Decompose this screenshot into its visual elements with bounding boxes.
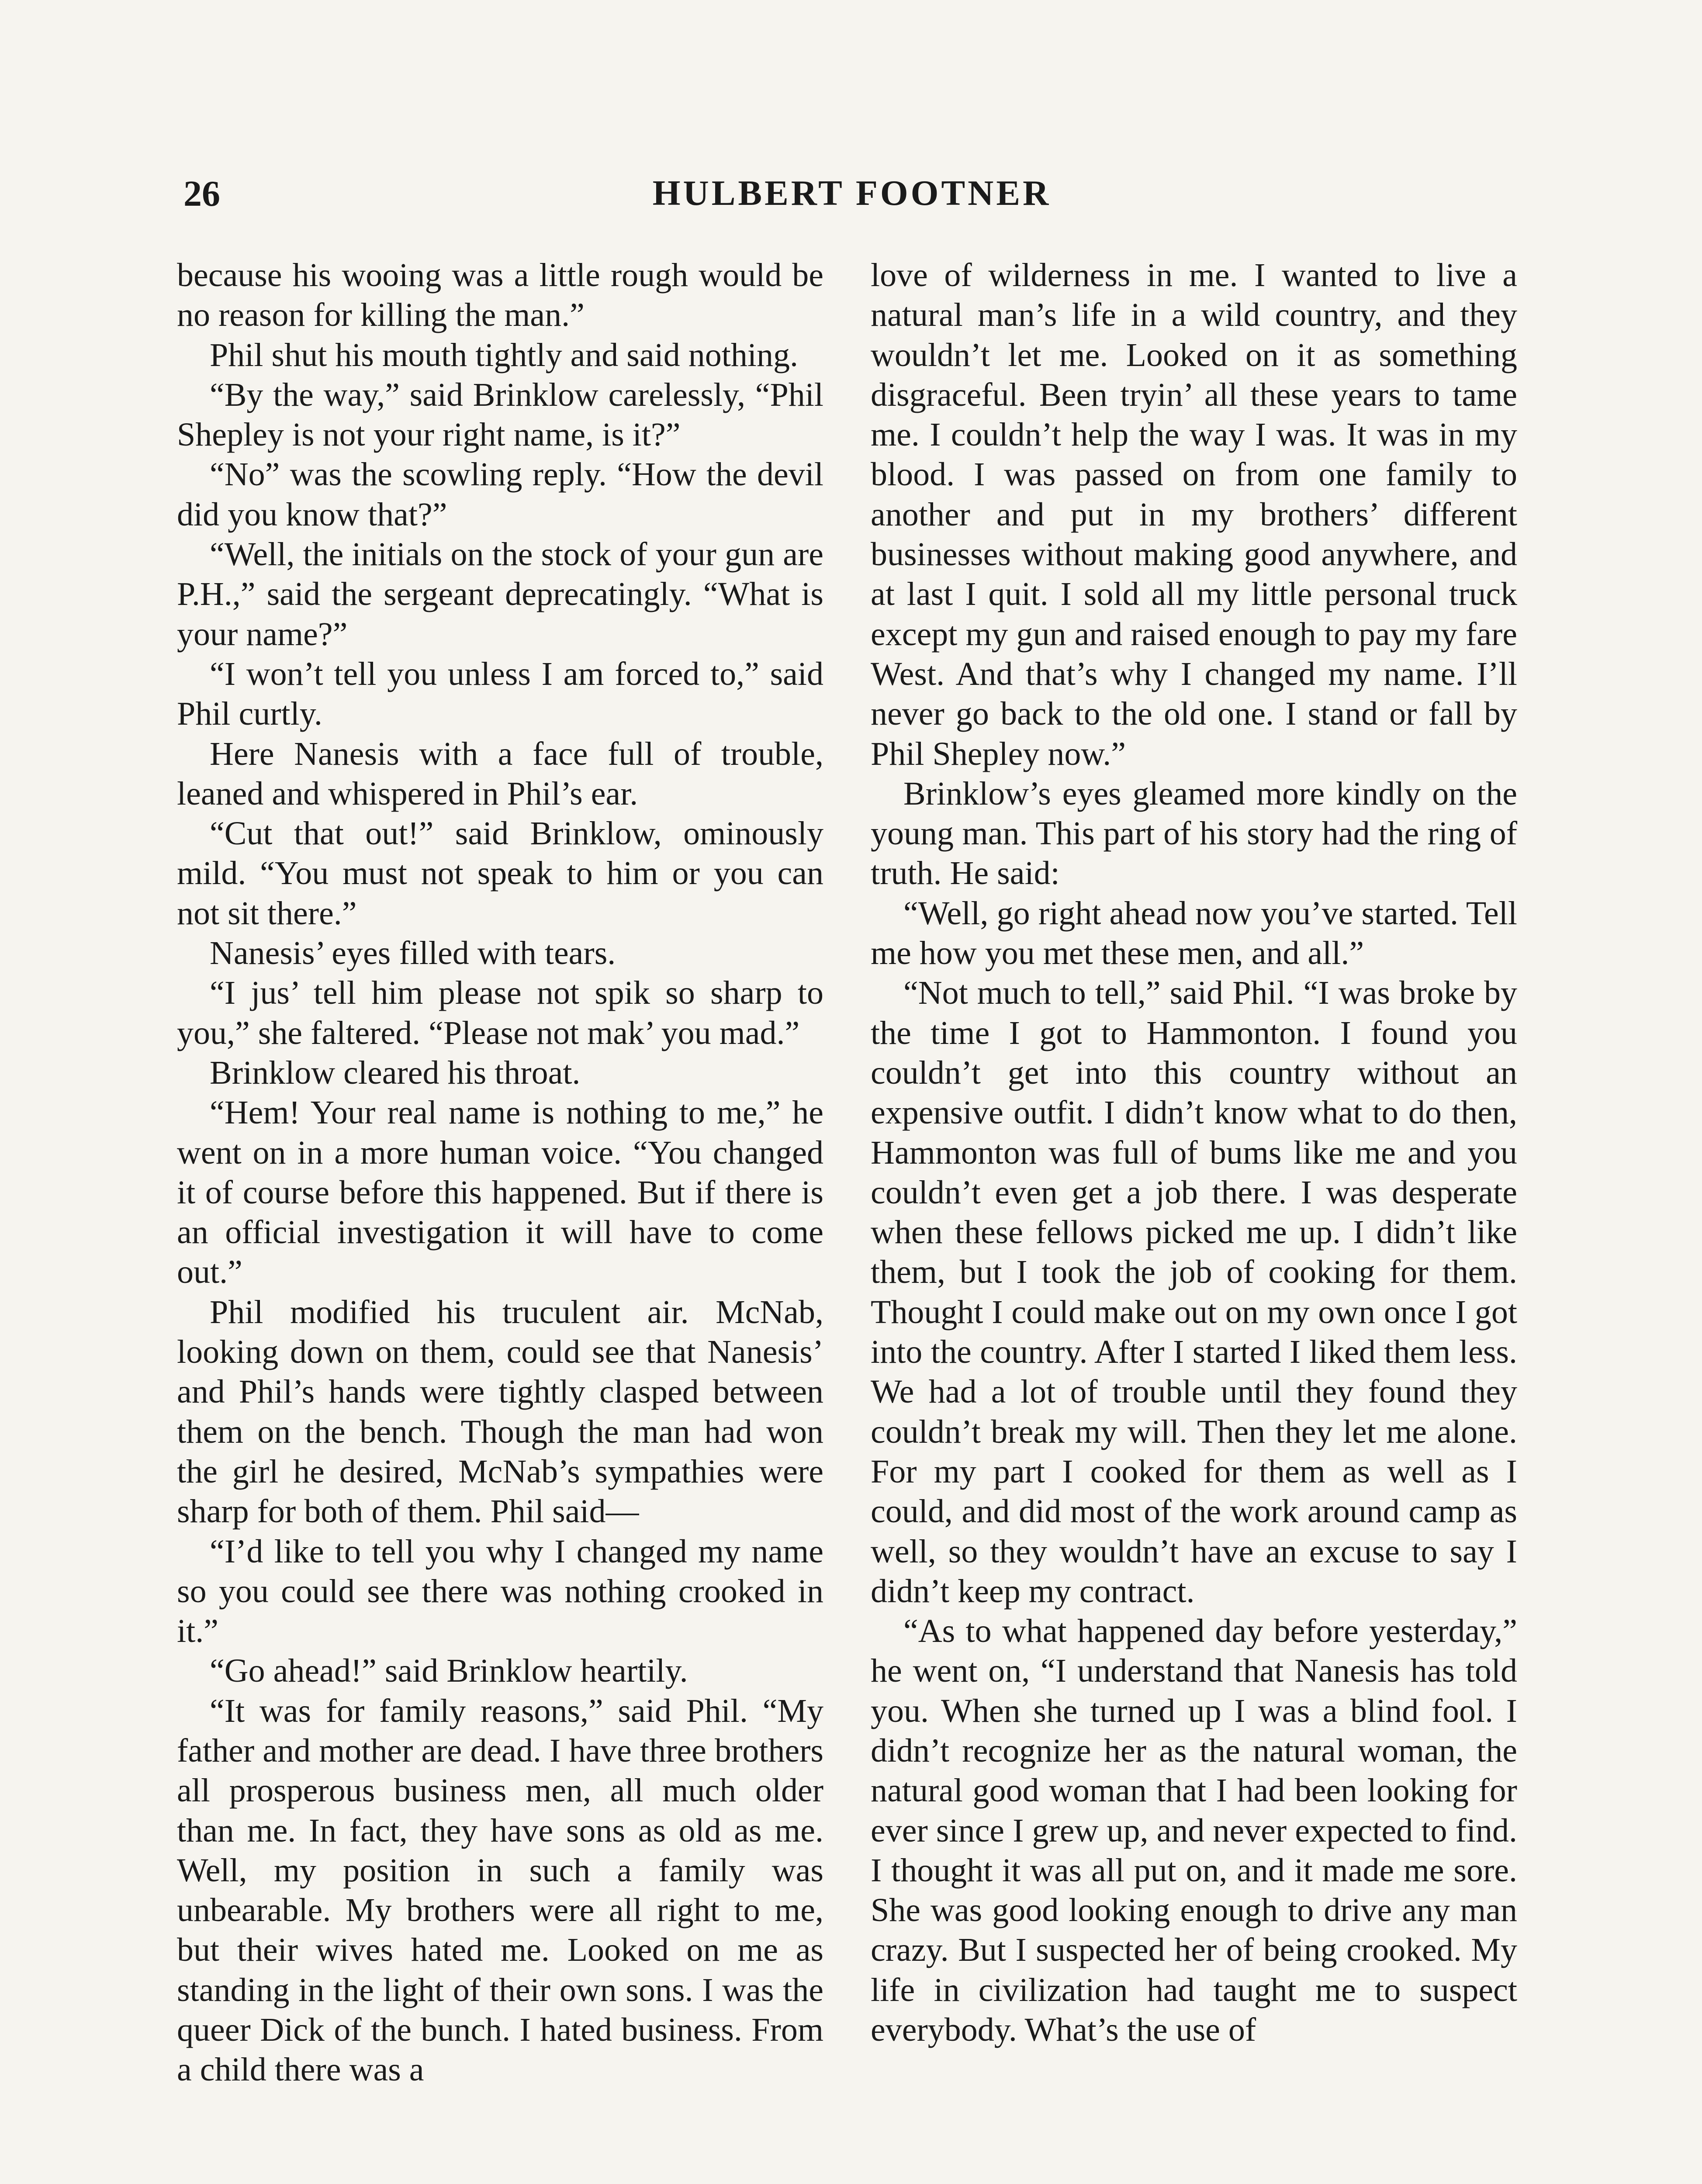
paragraph: “Well, go right ahead now you’ve started. Tell me how you met these men, and all.” (871, 895, 1517, 972)
paragraph: “I’d like to tell you why I changed my name so you could see there was nothing crooked in it.” (177, 1533, 823, 1650)
paragraph: Phil modified his truculent air. McNab, looking down on them, could see that Nanesis’ and Phil’s hands were tightly clasped between them on the bench. Though the man had won the girl he desired, McNab’s sympathies were sharp for both of them. Phil said— (177, 1293, 823, 1530)
right-column (871, 256, 1517, 2050)
paragraph: because his wooing was a little rough would be no reason for killing the man.” (177, 257, 823, 334)
paragraph: “Hem! Your real name is nothing to me,” he went on in a more human voice. “You changed it of course before this happened. But if there is an official investigation it will have to come out.” (177, 1094, 823, 1291)
paragraph: Brinklow’s eyes gleamed more kindly on the young man. This part of his story had the ring of truth. He said: (871, 775, 1517, 892)
paragraph: “Go ahead!” said Brinklow heartily. (210, 1652, 688, 1690)
paragraph: Phil shut his mouth tightly and said nothing. (210, 336, 798, 373)
paragraph: Here Nanesis with a face full of trouble, leaned and whispered in Phil’s ear. (177, 735, 823, 812)
paragraph: “By the way,” said Brinklow carelessly, “Phil Shepley is not your right name, is it?” (177, 376, 823, 453)
left-column (177, 256, 823, 2090)
paragraph: “It was for family reasons,” said Phil. “My father and mother are dead. I have three brothers all prosperous business men, all much older than me. In fact, they have sons as old as me. Well, my position in such a family was unbearable. My brothers were all right to me, but their wives hated me. Looked on me as standing in the light of their own sons. I was the queer Dick of the bunch. I hated business. From a child there was a (177, 1692, 823, 2088)
paragraph: “I jus’ tell him please not spik so sharp to you,” she faltered. “Please not mak’ you mad.” (177, 975, 823, 1051)
paragraph: “Cut that out!” said Brinklow, ominously mild. “You must not speak to him or you can not sit there.” (177, 815, 823, 932)
running-head: HULBERT FOOTNER (652, 173, 1052, 213)
paragraph: “Not much to tell,” said Phil. “I was broke by the time I got to Hammonton. I found you couldn’t get into this country without an expensive outfit. I didn’t know what to do then, Hammonton was full of bums like me and you couldn’t even get a job there. I was desperate when these fellows picked me up. I didn’t like them, but I took the job of cooking for them. Thought I could make out on my own once I got into the country. After I started I liked them less. We had a lot of trouble until they found they couldn’t break my will. Then they let me alone. For my part I cooked for them as well as I could, and did most of the work around camp as well, so they wouldn’t have an excuse to say I didn’t keep my contract. (871, 975, 1517, 1610)
paragraph: “Well, the initials on the stock of your gun are P.H.,” said the sergeant deprecatingly. “What is your name?” (177, 536, 823, 653)
page-header (183, 173, 1520, 225)
paragraph: “I won’t tell you unless I am forced to,” said Phil curtly. (177, 655, 823, 733)
paragraph: “As to what happened day before yesterday,” he went on, “I understand that Nanesis has told you. When she turned up I was a blind fool. I didn’t recognize her as the natural woman, the natural good woman that I had been looking for ever since I grew up, and never expected to find. I thought it was all put on, and it made me sore. She was good looking enough to drive any man crazy. But I suspected her of being crooked. My life in civilization had taught me to suspect everybody. What’s the use of (871, 1613, 1517, 2049)
paragraph: “No” was the scowling reply. “How the devil did you know that?” (177, 456, 823, 533)
paragraph: love of wilderness in me. I wanted to live a natural man’s life in a wild country, and they wouldn’t let me. Looked on it as something disgraceful. Been tryin’ all these years to tame me. I couldn’t help the way I was. It was in my blood. I was passed on from one family to another and put in my brothers’ different businesses without making good anywhere, and at last I quit. I sold all my little personal truck except my gun and raised enough to pay my fare West. And that’s why I changed my name. I’ll never go back to the old one. I stand or fall by Phil Shepley now.” (871, 257, 1517, 772)
paragraph: Brinklow cleared his throat. (210, 1054, 581, 1091)
paragraph: Nanesis’ eyes filled with tears. (210, 935, 616, 972)
page-number: 26 (183, 173, 220, 214)
